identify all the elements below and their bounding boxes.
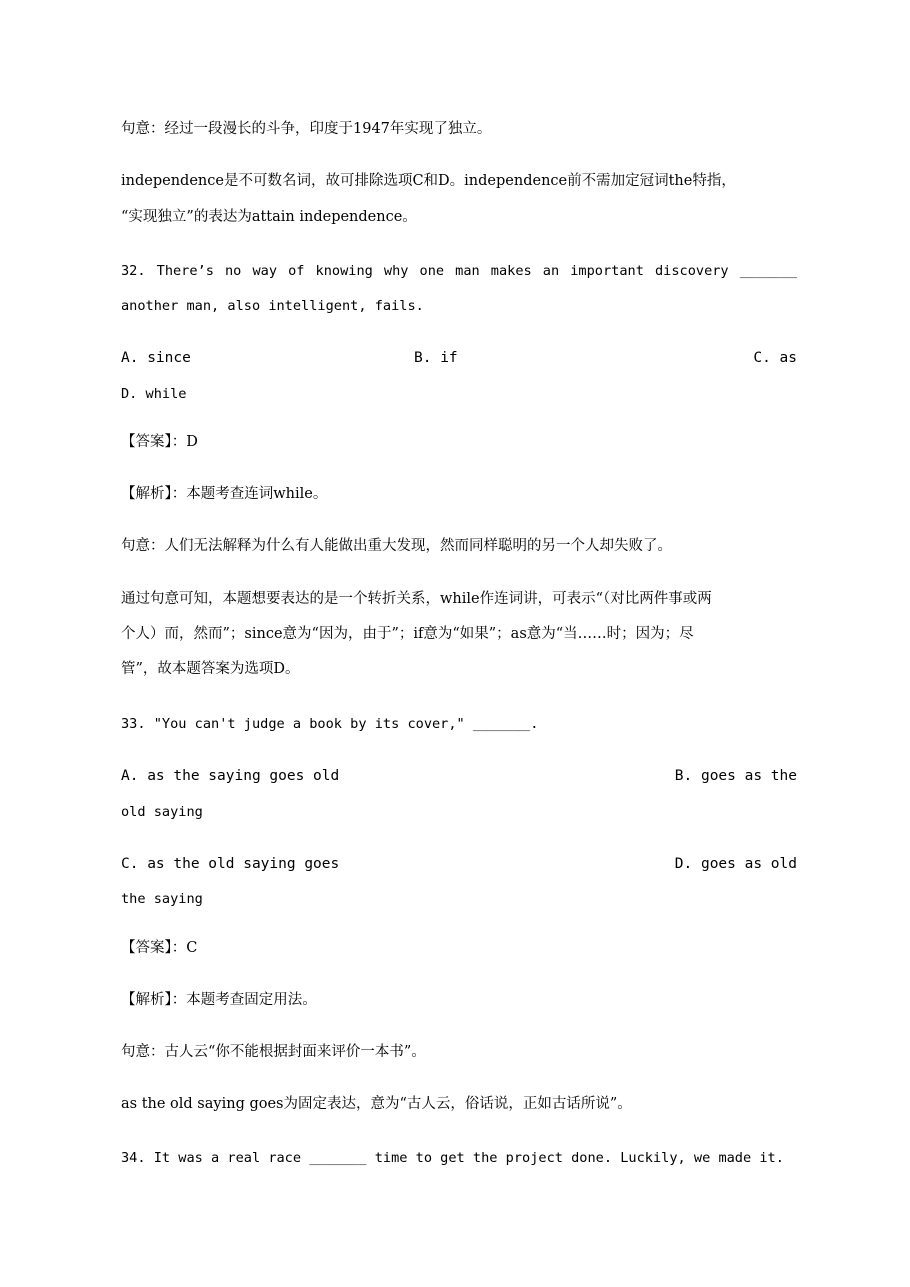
q33-explanation: as the old saying goes为固定表达，意为“古人云，俗话说，正如古话所说”。 [121,1096,632,1112]
q32-explanation-line-3: 管”，故本题答案为选项D。 [121,661,300,677]
q32-option-d: D. while [121,386,187,402]
q32-options-row [121,348,797,368]
q32-stem-line-1: 32. There’s no way of knowing why one man makes an important discovery _______ [121,263,797,279]
q32-stem-line-2: another man, also intelligent, fails. [121,298,424,314]
q31-meaning: 句意：经过一段漫长的斗争，印度于1947年实现了独立。 [121,121,492,137]
q31-explanation-line-2: “实现独立”的表达为attain independence。 [121,209,417,225]
q33-options-row-1 [121,766,797,786]
q33-option-a: A. as the saying goes old [121,768,340,784]
q32-meaning: 句意：人们无法解释为什么有人能做出重大发现，然而同样聪明的另一个人却失败了。 [121,538,672,554]
q33-options-row-2 [121,854,797,874]
q33-option-b-part-2: old saying [121,804,203,820]
q32-analysis: 【解析】：本题考查连词while。 [121,486,328,502]
q33-answer: 【答案】：C [121,940,198,956]
q32-option-a: A. since [121,350,191,366]
q32-explanation-line-2: 个人）而，然而”；since意为“因为，由于”；if意为“如果”；as意为“当……时；因为；尽 [121,626,694,642]
q33-analysis: 【解析】：本题考查固定用法。 [121,992,317,1008]
q32-explanation-line-1: 通过句意可知，本题想要表达的是一个转折关系，while作连词讲，可表示“（对比两件事或两 [121,591,712,607]
q32-answer: 【答案】：D [121,434,198,450]
q34-stem: 34. It was a real race _______ time to get the project done. Luckily, we made it. [121,1150,784,1166]
q33-option-d-part-1: D. goes as old [674,856,797,872]
q33-option-c: C. as the old saying goes [121,856,340,872]
q32-option-b: B. if [414,350,458,366]
q32-option-c: C. as [753,350,797,366]
q33-option-d-part-2: the saying [121,891,203,907]
q33-option-b-part-1: B. goes as the [674,768,797,784]
q33-stem: 33. "You can't judge a book by its cover," _______. [121,716,539,732]
q33-meaning: 句意：古人云“你不能根据封面来评价一本书”。 [121,1044,426,1060]
q31-explanation-line-1: independence是不可数名词，故可排除选项C和D。independence前不需加定冠词the特指， [121,173,736,189]
